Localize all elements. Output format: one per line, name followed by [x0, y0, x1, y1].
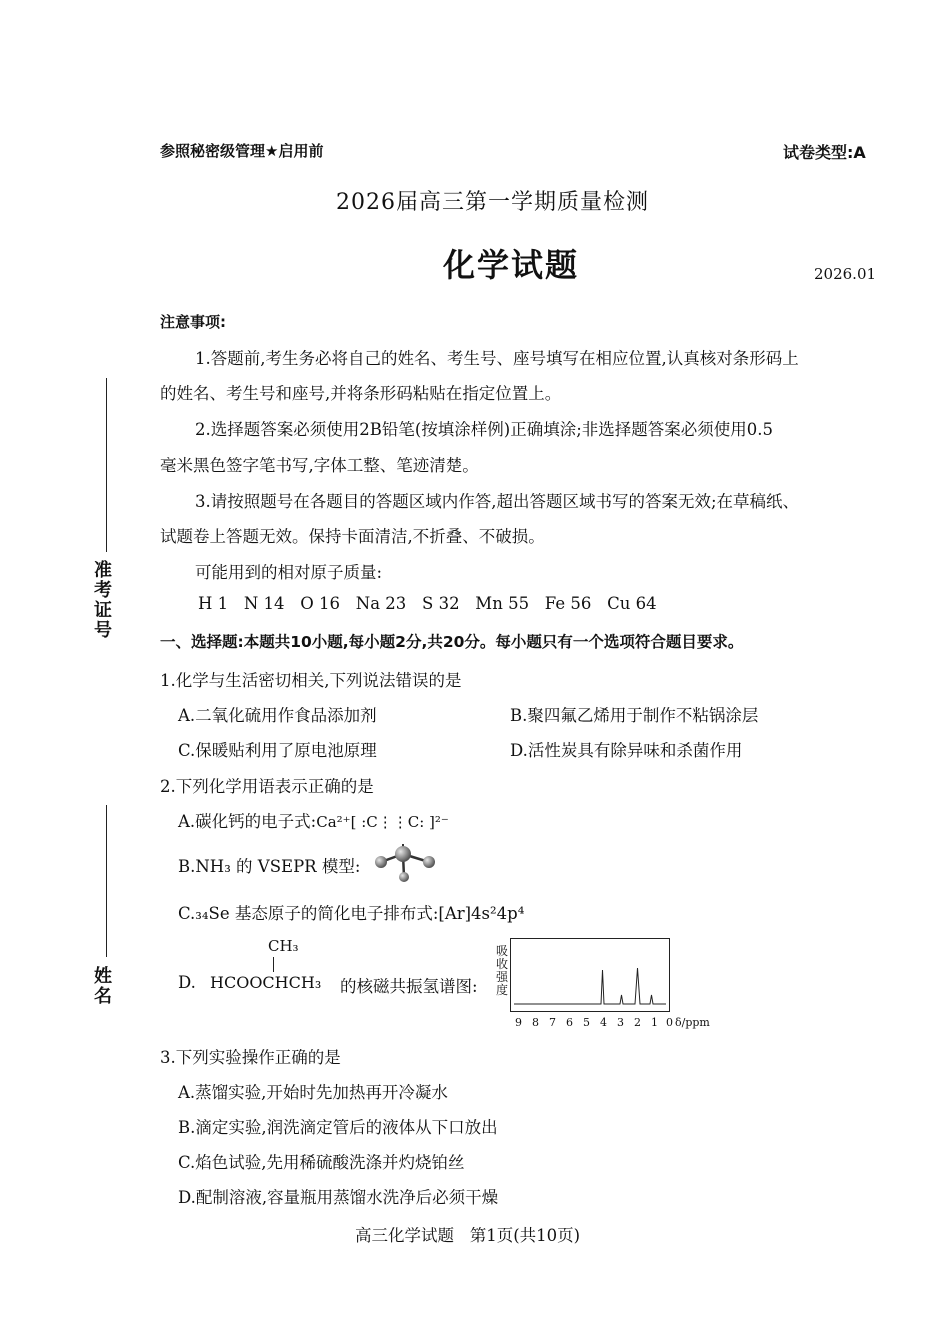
- notice-item-1-line-1: 1.答题前,考生务必将自己的姓名、考生号、座号填写在相应位置,认真核对条形码上: [195, 349, 799, 368]
- q1-option-d: D.活性炭具有除异味和杀菌作用: [510, 741, 743, 760]
- q2-option-a: [178, 808, 449, 832]
- nmr-xlabel: δ/ppm: [675, 1016, 710, 1029]
- q2-option-d-label: D.: [178, 973, 196, 992]
- nmr-tick-3: 3: [617, 1016, 624, 1029]
- q2-stem: 2.下列化学用语表示正确的是: [160, 777, 374, 796]
- nmr-tick-8: 8: [532, 1016, 539, 1029]
- nmr-ylabel: 吸收强度: [496, 944, 509, 997]
- methyl-substituent: CH₃: [268, 937, 299, 955]
- ester-formula: HCOOCHCH₃: [210, 973, 322, 992]
- notice-item-2-line-2: 毫米黑色签字笔书写,字体工整、笔迹清楚。: [160, 456, 479, 475]
- nmr-tick-1: 1: [651, 1016, 658, 1029]
- q3-option-c: C.焰色试验,先用稀硫酸洗涤并灼烧铂丝: [178, 1153, 465, 1172]
- q3-option-d: D.配制溶液,容量瓶用蒸馏水洗净后必须干燥: [178, 1188, 499, 1207]
- methyl-bond-line: [273, 957, 274, 972]
- nmr-spectrum-chart: [510, 938, 670, 1012]
- exam-id-line: [106, 378, 107, 552]
- confidential-label: 参照秘密级管理★启用前: [160, 142, 324, 160]
- exam-id-label: 准考证号: [91, 560, 112, 640]
- notice-item-3-line-2: 试题卷上答题无效。保持卡面清洁,不折叠、不破损。: [160, 527, 545, 546]
- q2-option-a-text: A.碳化钙的电子式:: [178, 812, 317, 831]
- q3-stem: 3.下列实验操作正确的是: [160, 1048, 341, 1067]
- q1-option-c: C.保暖贴利用了原电池原理: [178, 741, 377, 760]
- exam-title: 2026届高三第一学期质量检测: [336, 190, 649, 215]
- notice-item-2-line-1: 2.选择题答案必须使用2B铅笔(按填涂样例)正确填涂;非选择题答案必须使用0.5: [195, 420, 774, 439]
- q3-option-a: A.蒸馏实验,开始时先加热再开冷凝水: [178, 1083, 448, 1102]
- name-line: [106, 805, 107, 957]
- exam-date: 2026.01: [814, 265, 877, 283]
- notice-heading: 注意事项:: [160, 313, 226, 331]
- q2-option-d-suffix: 的核磁共振氢谱图:: [340, 977, 478, 996]
- nmr-tick-2: 2: [634, 1016, 641, 1029]
- q1-stem: 1.化学与生活密切相关,下列说法错误的是: [160, 671, 462, 690]
- q2-option-b-text: B.NH₃ 的 VSEPR 模型:: [178, 857, 361, 876]
- atomic-mass-heading: 可能用到的相对原子质量:: [195, 563, 383, 582]
- notice-item-3-line-1: 3.请按照题号在各题目的答题区域内作答,超出答题区域书写的答案无效;在草稿纸、: [195, 492, 800, 511]
- nmr-tick-9: 9: [515, 1016, 522, 1029]
- q1-option-b: B.聚四氟乙烯用于制作不粘锅涂层: [510, 706, 759, 725]
- page-footer: 高三化学试题 第1页(共10页): [355, 1226, 581, 1245]
- nmr-tick-6: 6: [566, 1016, 573, 1029]
- q2-option-c: C.₃₄Se 基态原子的简化电子排布式:[Ar]4s²4p⁴: [178, 904, 525, 923]
- paper-type-label: 试卷类型:A: [783, 143, 866, 162]
- name-label: 姓名: [91, 966, 112, 1006]
- q1-option-a: A.二氧化硫用作食品添加剂: [178, 706, 377, 725]
- calcium-carbide-formula: Ca²⁺[ :C⋮⋮C: ]²⁻: [316, 813, 449, 831]
- q3-option-b: B.滴定实验,润洗滴定管后的液体从下口放出: [178, 1118, 498, 1137]
- nmr-tick-7: 7: [549, 1016, 556, 1029]
- atomic-mass-list: H 1 N 14 O 16 Na 23 S 32 Mn 55 Fe 56 Cu 64: [198, 594, 657, 613]
- section-1-heading: 一、选择题:本题共10小题,每小题2分,共20分。每小题只有一个选项符合题目要求。: [160, 633, 744, 651]
- nmr-tick-4: 4: [600, 1016, 607, 1029]
- notice-item-1-line-2: 的姓名、考生号和座号,并将条形码粘贴在指定位置上。: [160, 384, 562, 403]
- subject-title: 化学试题: [443, 246, 580, 284]
- nmr-tick-0: 0: [666, 1016, 673, 1029]
- nmr-tick-5: 5: [583, 1016, 590, 1029]
- vsepr-model-icon: [373, 842, 437, 882]
